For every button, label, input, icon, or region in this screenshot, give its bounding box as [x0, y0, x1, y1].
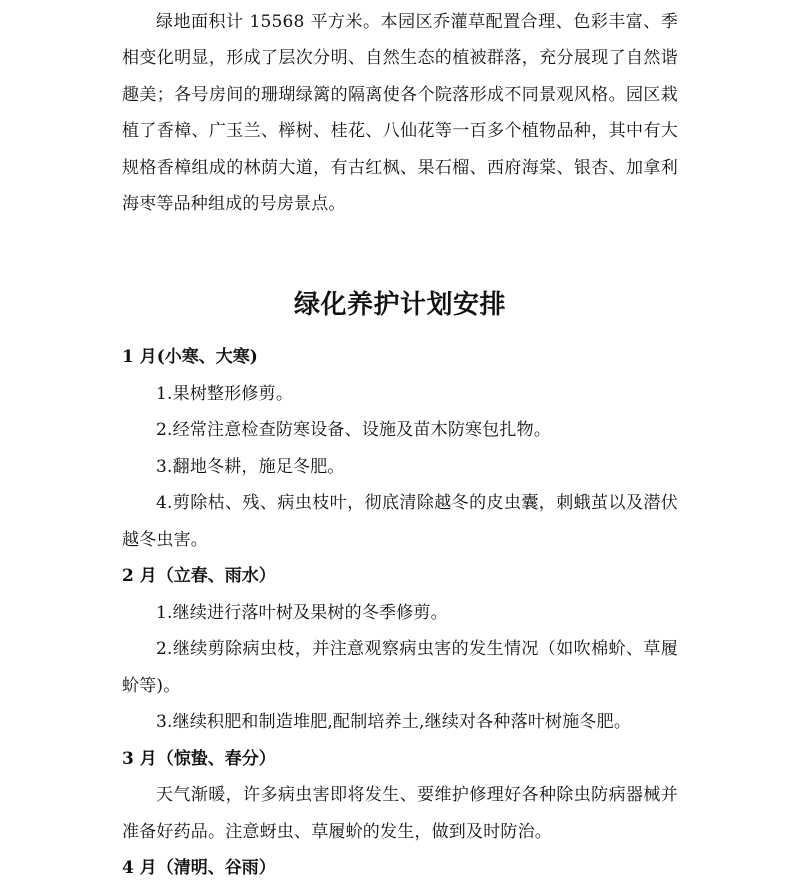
page-title: 绿化养护计划安排 [293, 290, 506, 320]
month-heading: 2 月（立春、雨水） [122, 566, 276, 586]
list-item: 2.经常注意检查防寒设备、设施及苗木防寒包扎物。 [156, 420, 552, 440]
list-item: 3.继续积肥和制造堆肥,配制培养土,继续对各种落叶树施冬肥。 [156, 712, 632, 732]
month-heading: 4 月（清明、谷雨） [122, 858, 276, 878]
month-heading: 1 月(小寒、大寒) [122, 347, 258, 367]
list-item: 1.继续进行落叶树及果树的冬季修剪。 [156, 602, 448, 623]
schedule-content [122, 339, 678, 887]
month-heading: 3 月（惊蛰、春分） [122, 748, 276, 769]
list-item: 4.剪除枯、残、病虫枝叶，彻底清除越冬的皮虫囊，刺蛾茧以及潜伏越冬虫害。 [122, 493, 678, 550]
list-item: 1.果树整形修剪。 [156, 383, 294, 404]
list-item: 3.翻地冬耕，施足冬肥。 [156, 456, 345, 477]
list-item: 2.继续剪除病虫枝，并注意观察病虫害的发生情况（如吹棉蚧、草履蚧等)。 [122, 639, 678, 696]
intro-paragraph: 绿地面积计 15568 平方米。本园区乔灌草配置合理、色彩丰富、季相变化明显，形成了层次分明、自然生态的植被群落，充分展现了自然谐趣美；各号房间的珊瑚绿篱的隔离使各个院落形成不同景观风格。园区栽植了香樟、广玉兰、榉树、桂花、八仙花等一百多个植物品种，其中有大规格香樟组成的林荫大道，有古红枫、果石榴、西府海棠、银杏、加拿利海枣等品种组成的号房景点。 [122, 12, 678, 215]
list-item: 天气渐暖，许多病虫害即将发生、要维护修理好各种除虫防病器械并准备好药品。注意蚜虫、草履蚧的发生，做到及时防治。 [122, 785, 678, 842]
